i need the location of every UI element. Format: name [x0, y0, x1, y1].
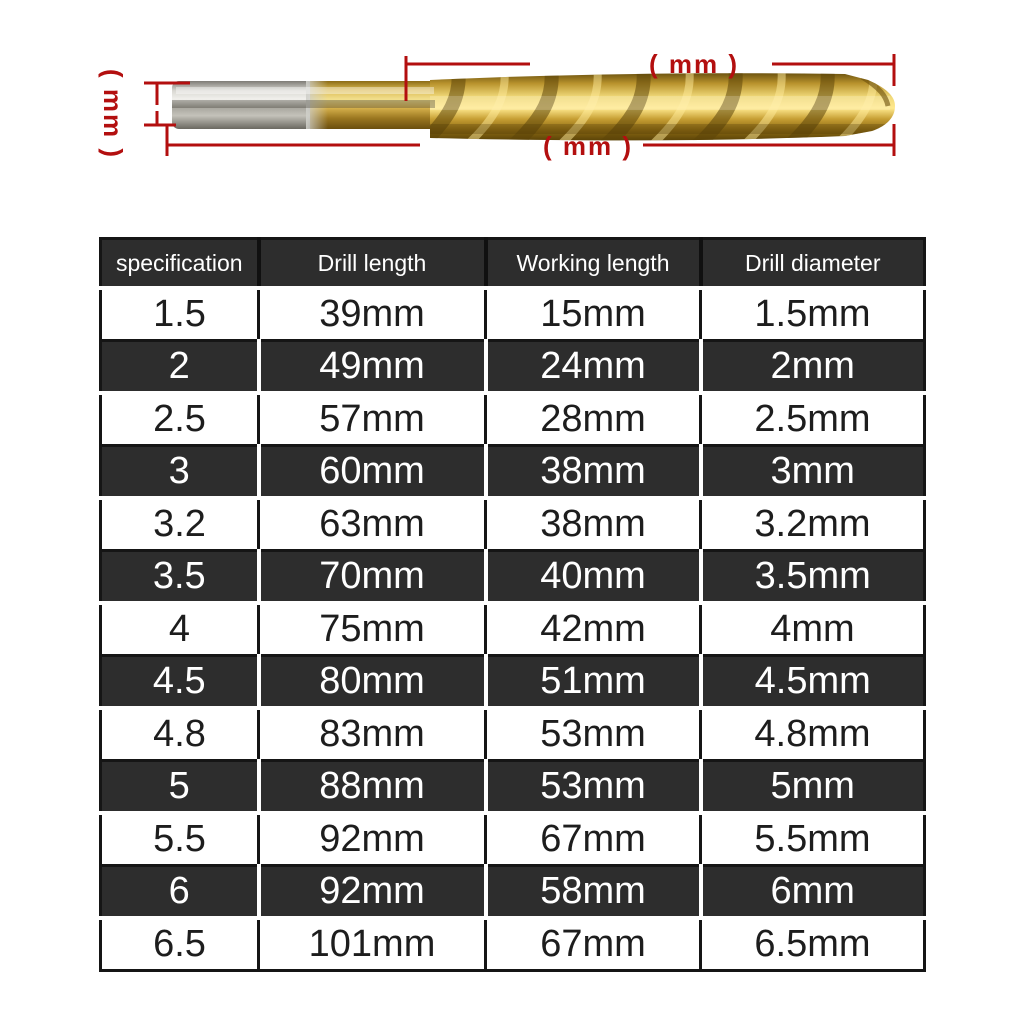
- shank-reflection-stripe: [172, 100, 435, 108]
- drill-length-cell: 75mm: [259, 603, 486, 656]
- drill-diameter-cell: 3mm: [701, 446, 925, 499]
- shank-diameter-label: ( mm ): [98, 69, 129, 159]
- working-length-cell: 28mm: [486, 393, 701, 446]
- table-row: [101, 918, 925, 971]
- drill-diameter-cell: 6.5mm: [701, 918, 925, 971]
- drill-length-cell: 70mm: [259, 551, 486, 604]
- spec-table-body: [101, 288, 925, 971]
- drill-diameter-cell: 4.8mm: [701, 708, 925, 761]
- working-length-cell: 67mm: [486, 918, 701, 971]
- drill-bit-photo: [172, 66, 895, 146]
- spec-cell: 4.8: [101, 708, 259, 761]
- table-row: [101, 708, 925, 761]
- drill-length-cell: 39mm: [259, 288, 486, 341]
- header-cell-drill-length: Drill length: [259, 239, 486, 289]
- drill-length-cell: 80mm: [259, 656, 486, 709]
- drill-length-cell: 49mm: [259, 341, 486, 394]
- drill-diameter-cell: 2.5mm: [701, 393, 925, 446]
- table-row: [101, 498, 925, 551]
- working-length-cell: 40mm: [486, 551, 701, 604]
- drill-length-cell: 63mm: [259, 498, 486, 551]
- drill-bit-diagram: [0, 0, 1010, 215]
- working-length-cell: 58mm: [486, 866, 701, 919]
- drill-length-cell: 92mm: [259, 866, 486, 919]
- drill-diameter-cell: 5mm: [701, 761, 925, 814]
- working-length-cell: 38mm: [486, 498, 701, 551]
- drill-diameter-cell: 3.2mm: [701, 498, 925, 551]
- drill-diameter-cell: 5.5mm: [701, 813, 925, 866]
- spec-cell: 2: [101, 341, 259, 394]
- spec-cell: 6.5: [101, 918, 259, 971]
- header-cell-specification: specification: [101, 239, 259, 289]
- header-cell-drill-diameter: Drill diameter: [701, 239, 925, 289]
- working-length-cell: 24mm: [486, 341, 701, 394]
- spec-cell: 5: [101, 761, 259, 814]
- shank-highlight: [176, 87, 434, 94]
- spec-cell: 2.5: [101, 393, 259, 446]
- table-row: [101, 393, 925, 446]
- working-length-label: ( mm ): [649, 49, 739, 79]
- spec-cell: 3.2: [101, 498, 259, 551]
- working-length-cell: 67mm: [486, 813, 701, 866]
- drill-diameter-cell: 4mm: [701, 603, 925, 656]
- drill-length-cell: 92mm: [259, 813, 486, 866]
- working-length-cell: 51mm: [486, 656, 701, 709]
- spec-cell: 3: [101, 446, 259, 499]
- working-length-cell: 53mm: [486, 708, 701, 761]
- working-length-cell: 53mm: [486, 761, 701, 814]
- drill-length-cell: 88mm: [259, 761, 486, 814]
- spec-table: [99, 237, 926, 972]
- drill-length-label: ( mm ): [543, 131, 633, 161]
- working-length-cell: 42mm: [486, 603, 701, 656]
- drill-diameter-cell: 3.5mm: [701, 551, 925, 604]
- drill-diameter-cell: 1.5mm: [701, 288, 925, 341]
- table-row: [101, 341, 925, 394]
- header-cell-working-length: Working length: [486, 239, 701, 289]
- spec-cell: 1.5: [101, 288, 259, 341]
- drill-diameter-cell: 4.5mm: [701, 656, 925, 709]
- table-row: [101, 603, 925, 656]
- drill-diameter-cell: 6mm: [701, 866, 925, 919]
- drill-length-cell: 83mm: [259, 708, 486, 761]
- table-row: [101, 288, 925, 341]
- table-row: [101, 656, 925, 709]
- drill-length-cell: 60mm: [259, 446, 486, 499]
- table-header-row: [101, 239, 925, 289]
- table-row: [101, 446, 925, 499]
- table-row: [101, 551, 925, 604]
- spec-cell: 4: [101, 603, 259, 656]
- drill-length-cell: 57mm: [259, 393, 486, 446]
- spec-cell: 5.5: [101, 813, 259, 866]
- drill-length-cell: 101mm: [259, 918, 486, 971]
- drill-diameter-cell: 2mm: [701, 341, 925, 394]
- spec-cell: 3.5: [101, 551, 259, 604]
- working-length-cell: 15mm: [486, 288, 701, 341]
- working-length-cell: 38mm: [486, 446, 701, 499]
- table-row: [101, 761, 925, 814]
- spec-cell: 4.5: [101, 656, 259, 709]
- spec-cell: 6: [101, 866, 259, 919]
- table-row: [101, 813, 925, 866]
- table-row: [101, 866, 925, 919]
